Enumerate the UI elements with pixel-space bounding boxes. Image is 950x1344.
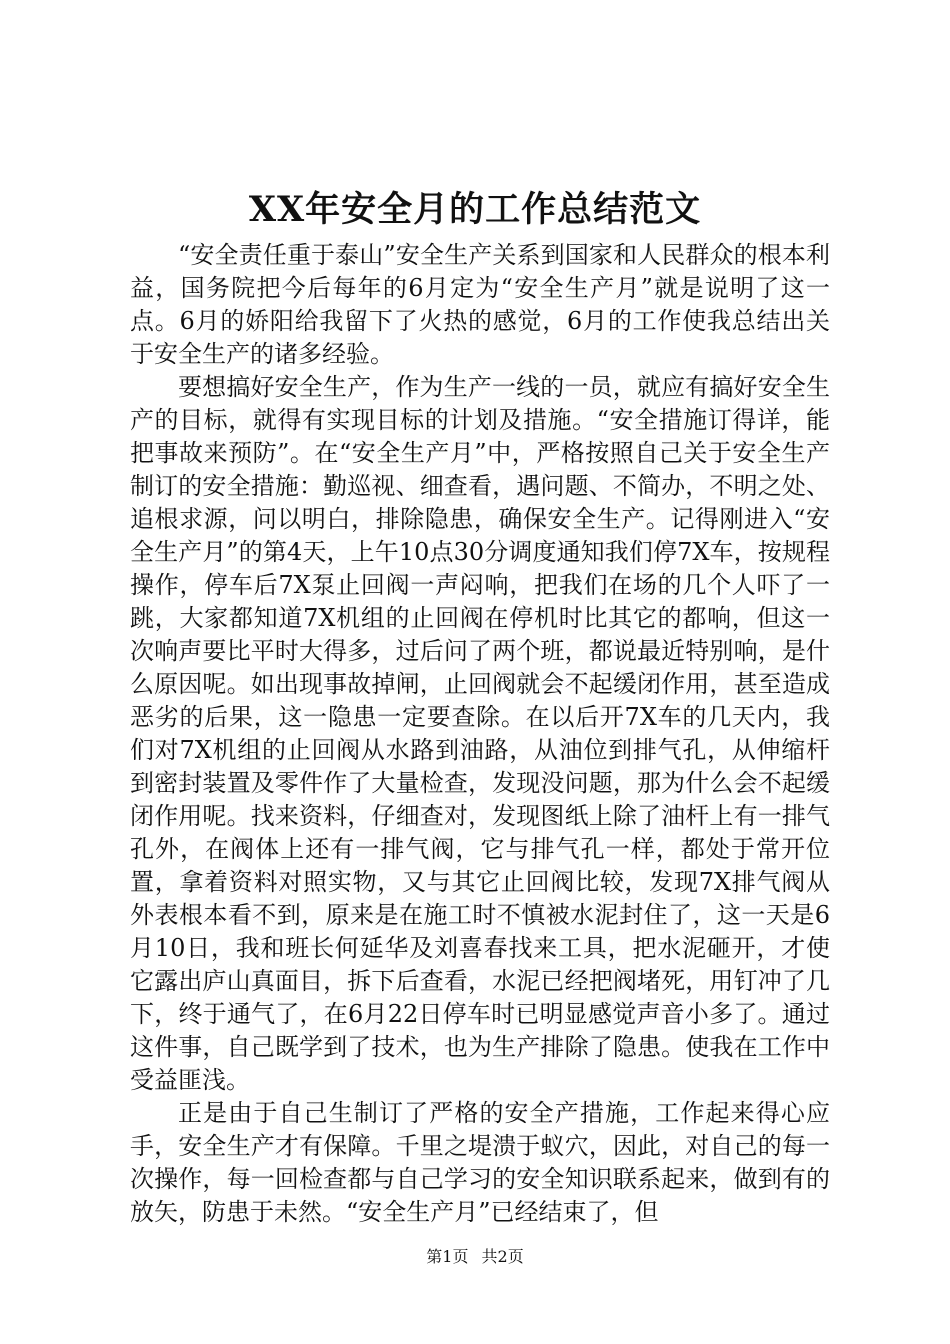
page-number-total: 共2页 [481,1247,524,1266]
document-title: XX年安全月的工作总结范文 [248,189,702,230]
page-number-current: 第1页 [426,1247,469,1266]
document-body [130,239,830,1229]
paragraph-2: 要想搞好安全生产，作为生产一线的一员，就应有搞好安全生产的目标，就得有实现目标的计划及措施。“安全措施订得详，能把事故来预防”。在“安全生产月”中，严格按照自己关于安全生产制订的安全措施：勤巡视、细查看，遇问题、不简办，不明之处、追根求源，问以明白，排除隐患，确保安全生产。记得刚进入“安全生产月”的第4天，上午10点30分调度通知我们停7X车，按规程操作，停车后7X泵止回阀一声闷响，把我们在场的几个人吓了一跳，大家都知道7X机组的止回阀在停机时比其它的都响，但这一次响声要比平时大得多，过后问了两个班，都说最近特别响，是什么原因呢。如出现事故掉闸，止回阀就会不起缓闭作用，甚至造成恶劣的后果，这一隐患一定要查除。在以后开7X车的几天内，我们对7X机组的止回阀从水路到油路，从油位到排气孔，从伸缩杆到密封装置及零件作了大量检查，发现没问题，那为什么会不起缓闭作用呢。找来资料，仔细查对，发现图纸上除了油杆上有一排气孔外，在阀体上还有一排气阀，它与排气孔一样，都处于常开位置，拿着资料对照实物，又与其它止回阀比较，发现7X排气阀从外表根本看不到，原来是在施工时不慎被水泥封住了，这一天是6月10日，我和班长何延华及刘喜春找来工具，把水泥砸开，才使它露出庐山真面目，拆下后查看，水泥已经把阀堵死，用钉冲了几下，终于通气了，在6月22日停车时已明显感觉声音小多了。通过这件事，自己既学到了技术，也为生产排除了隐患。使我在工作中受益匪浅。 [130,373,830,1094]
paragraph-3: 正是由于自己生制订了严格的安全产措施，工作起来得心应手，安全生产才有保障。千里之堤溃于蚁穴，因此，对自己的每一次操作，每一回检查都与自己学习的安全知识联系起来，做到有的放矢，防患于未然。“安全生产月”已经结束了，但 [130,1099,830,1226]
page-footer [0,1246,950,1268]
paragraph-1: “安全责任重于泰山”安全生产关系到国家和人民群众的根本利益，国务院把今后每年的6月定为“安全生产月”就是说明了这一点。6月的娇阳给我留下了火热的感觉，6月的工作使我总结出关于安全生产的诸多经验。 [130,241,830,368]
